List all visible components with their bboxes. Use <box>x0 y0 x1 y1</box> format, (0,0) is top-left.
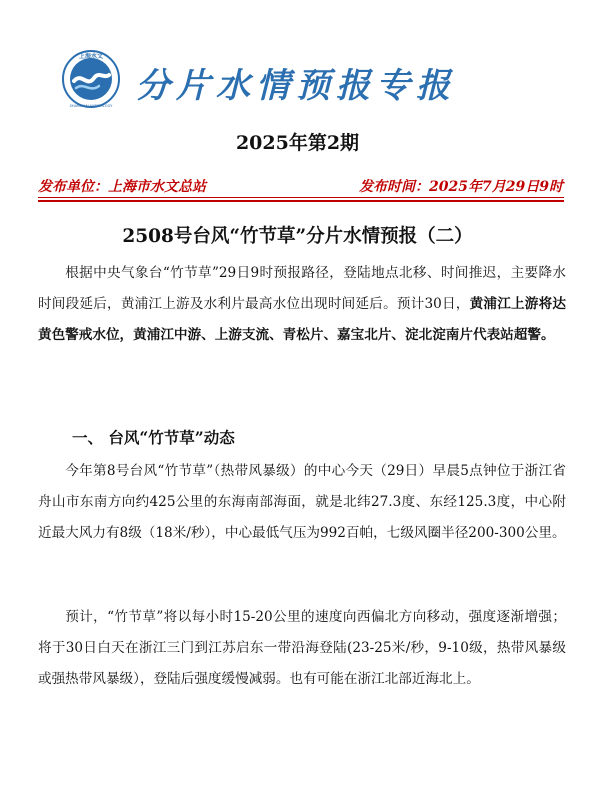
svg-text:SHANGHAI HYDROLOGY: SHANGHAI HYDROLOGY <box>69 104 113 108</box>
intro-emphasis: 黄浦江上游将达黄色警戒水位，黄浦江中游、上游支流、青松片、嘉宝北片、淀北淀南片代表站超警。 <box>38 296 567 343</box>
meta-row <box>38 176 563 196</box>
document-title: 2508号台风“竹节草”分片水情预报（二） <box>122 226 473 247</box>
section-heading: 一、 台风“竹节草”动态 <box>72 428 235 447</box>
shanghai-hydrology-logo <box>54 48 128 110</box>
banner-title: 分片水情预报专报 <box>136 66 456 106</box>
section-paragraph-1: 今年第8号台风“竹节草”（热带风暴级）的中心今天（29日）早晨5点钟位于浙江省舟山市东南方向约425公里的东海南部海面，就是北纬27.3度、东经125.3度，中心附近最大风力有8级（18米/秒），中心最低气压为992百帕，七级风圈半径200-300公里。 <box>38 463 566 541</box>
header-divider-thick <box>38 200 564 202</box>
publisher: 发布单位：上海市水文总站 <box>38 179 206 195</box>
intro-text: 根据中央气象台“竹节草”29日9时预报路径，登陆地点北移、时间推迟，主要降水时间段延后，黄浦江上游及水利片最高水位出现时间延后。预计30日， <box>38 265 566 312</box>
svg-text:上海水文: 上海水文 <box>78 53 104 60</box>
header-divider-thin <box>38 197 564 198</box>
section-paragraph-2: 预计，“竹节草”将以每小时15-20公里的速度向西偏北方向移动，强度逐渐增强；将于30日白天在浙江三门到江苏启东一带沿海登陆(23-25米/秒，9-10级，热带风暴级或强热带风暴级），登陆后强度缓慢减弱。也有可能在浙江北部近海北上。 <box>38 609 566 687</box>
issue-number: 2025年第2期 <box>235 132 360 154</box>
intro-paragraph <box>38 258 566 351</box>
publish-time: 发布时间：2025年7月29日9时 <box>359 179 563 195</box>
